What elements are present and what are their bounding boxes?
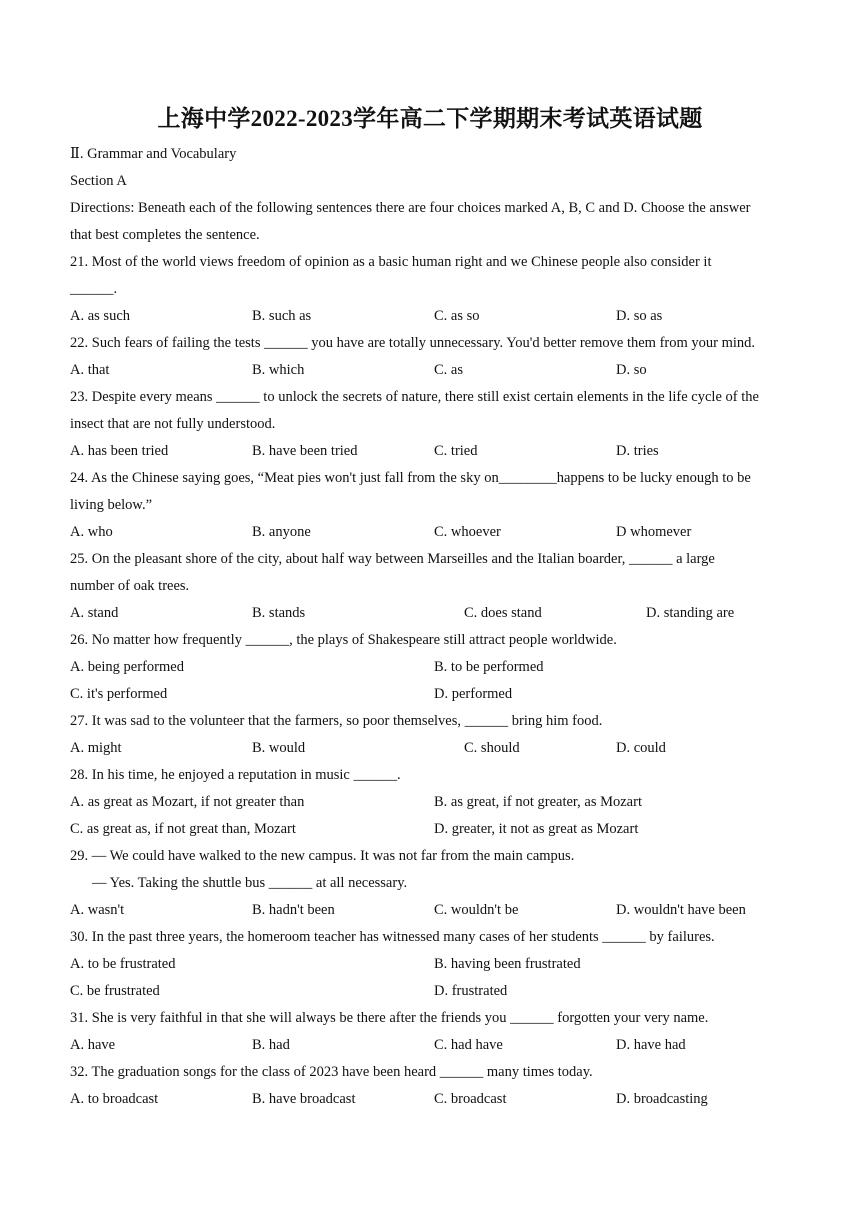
option-d: D whomever [616,524,692,540]
option-a: A. who [70,524,113,540]
question-stem: insect that are not fully understood. [70,416,276,432]
option-c: C. broadcast [434,1091,507,1107]
option-b: B. have broadcast [252,1091,356,1107]
option-a: A. has been tried [70,443,169,459]
option-d: D. broadcasting [616,1091,708,1107]
question-stem: 32. The graduation songs for the class of 2023 have been heard ______ many times today. [70,1064,593,1080]
option-d: D. frustrated [434,983,508,999]
option-b: B. stands [252,605,306,621]
option-b: B. have been tried [252,443,358,459]
option-c: C. does stand [464,605,542,621]
option-c: C. it's performed [70,686,168,702]
section-subheading: Section A [70,173,127,189]
option-c: C. tried [434,443,478,459]
option-d: D. standing are [646,605,735,621]
question-stem: number of oak trees. [70,578,190,594]
option-d: D. greater, it not as great as Mozart [434,821,639,837]
option-b: B. to be performed [434,659,544,675]
option-a: A. that [70,362,110,378]
question-stem: 25. On the pleasant shore of the city, about half way between Marseilles and the Italian boarder, ______ a large [70,551,715,567]
option-c: C. should [464,740,520,756]
option-d: D. have had [616,1037,686,1053]
option-d: D. could [616,740,666,756]
option-a: A. as great as Mozart, if not greater than [70,794,305,810]
directions-line: Directions: Beneath each of the following sentences there are four choices marked A, B, C and D. Choose the answer [70,200,751,216]
question-stem: ______. [70,281,118,297]
option-d: D. so [616,362,647,378]
option-a: A. might [70,740,122,756]
option-c: C. as [434,362,463,378]
option-a: A. being performed [70,659,184,675]
option-a: A. to broadcast [70,1091,159,1107]
question-stem: 26. No matter how frequently ______, the plays of Shakespeare still attract people worldwide. [70,632,617,648]
option-c: C. be frustrated [70,983,160,999]
question-stem: 27. It was sad to the volunteer that the farmers, so poor themselves, ______ bring him food. [70,713,603,729]
option-a: A. stand [70,605,119,621]
option-c: C. as so [434,308,480,324]
question-stem: 23. Despite every means ______ to unlock the secrets of nature, there still exist certain elements in the life cycle of the [70,389,759,405]
option-b: B. which [252,362,305,378]
question-stem: 30. In the past three years, the homeroom teacher has witnessed many cases of her students ______ by failures. [70,929,715,945]
section-heading: Ⅱ. Grammar and Vocabulary [70,146,237,162]
option-b: B. having been frustrated [434,956,581,972]
option-b: B. such as [252,308,312,324]
question-stem: living below.” [70,497,153,513]
question-stem: 31. She is very faithful in that she will always be there after the friends you ______ forgotten your very name. [70,1010,709,1026]
question-stem: — Yes. Taking the shuttle bus ______ at all necessary. [92,875,408,891]
option-d: D. so as [616,308,663,324]
option-a: A. to be frustrated [70,956,176,972]
option-b: B. anyone [252,524,311,540]
question-stem: 21. Most of the world views freedom of opinion as a basic human right and we Chinese people also consider it [70,254,712,270]
question-stem: 22. Such fears of failing the tests ______ you have are totally unnecessary. You'd better remove them from your mind. [70,335,756,351]
option-b: B. would [252,740,306,756]
option-a: A. as such [70,308,131,324]
option-d: D. performed [434,686,513,702]
option-c: C. had have [434,1037,503,1053]
option-d: D. wouldn't have been [616,902,746,918]
directions-line: that best completes the sentence. [70,227,260,243]
question-stem: 24. As the Chinese saying goes, “Meat pies won't just fall from the sky on________happens to be lucky enough to be [70,470,751,486]
option-c: C. as great as, if not great than, Mozart [70,821,296,837]
option-b: B. had [252,1037,290,1053]
page-title: 上海中学2022-2023学年高二下学期期末考试英语试题 [157,106,703,131]
option-b: B. as great, if not greater, as Mozart [434,794,642,810]
option-a: A. have [70,1037,116,1053]
question-stem: 29. — We could have walked to the new campus. It was not far from the main campus. [70,848,575,864]
option-d: D. tries [616,443,659,459]
option-c: C. wouldn't be [434,902,519,918]
option-a: A. wasn't [70,902,125,918]
option-b: B. hadn't been [252,902,335,918]
option-c: C. whoever [434,524,501,540]
question-stem: 28. In his time, he enjoyed a reputation in music ______. [70,767,401,783]
